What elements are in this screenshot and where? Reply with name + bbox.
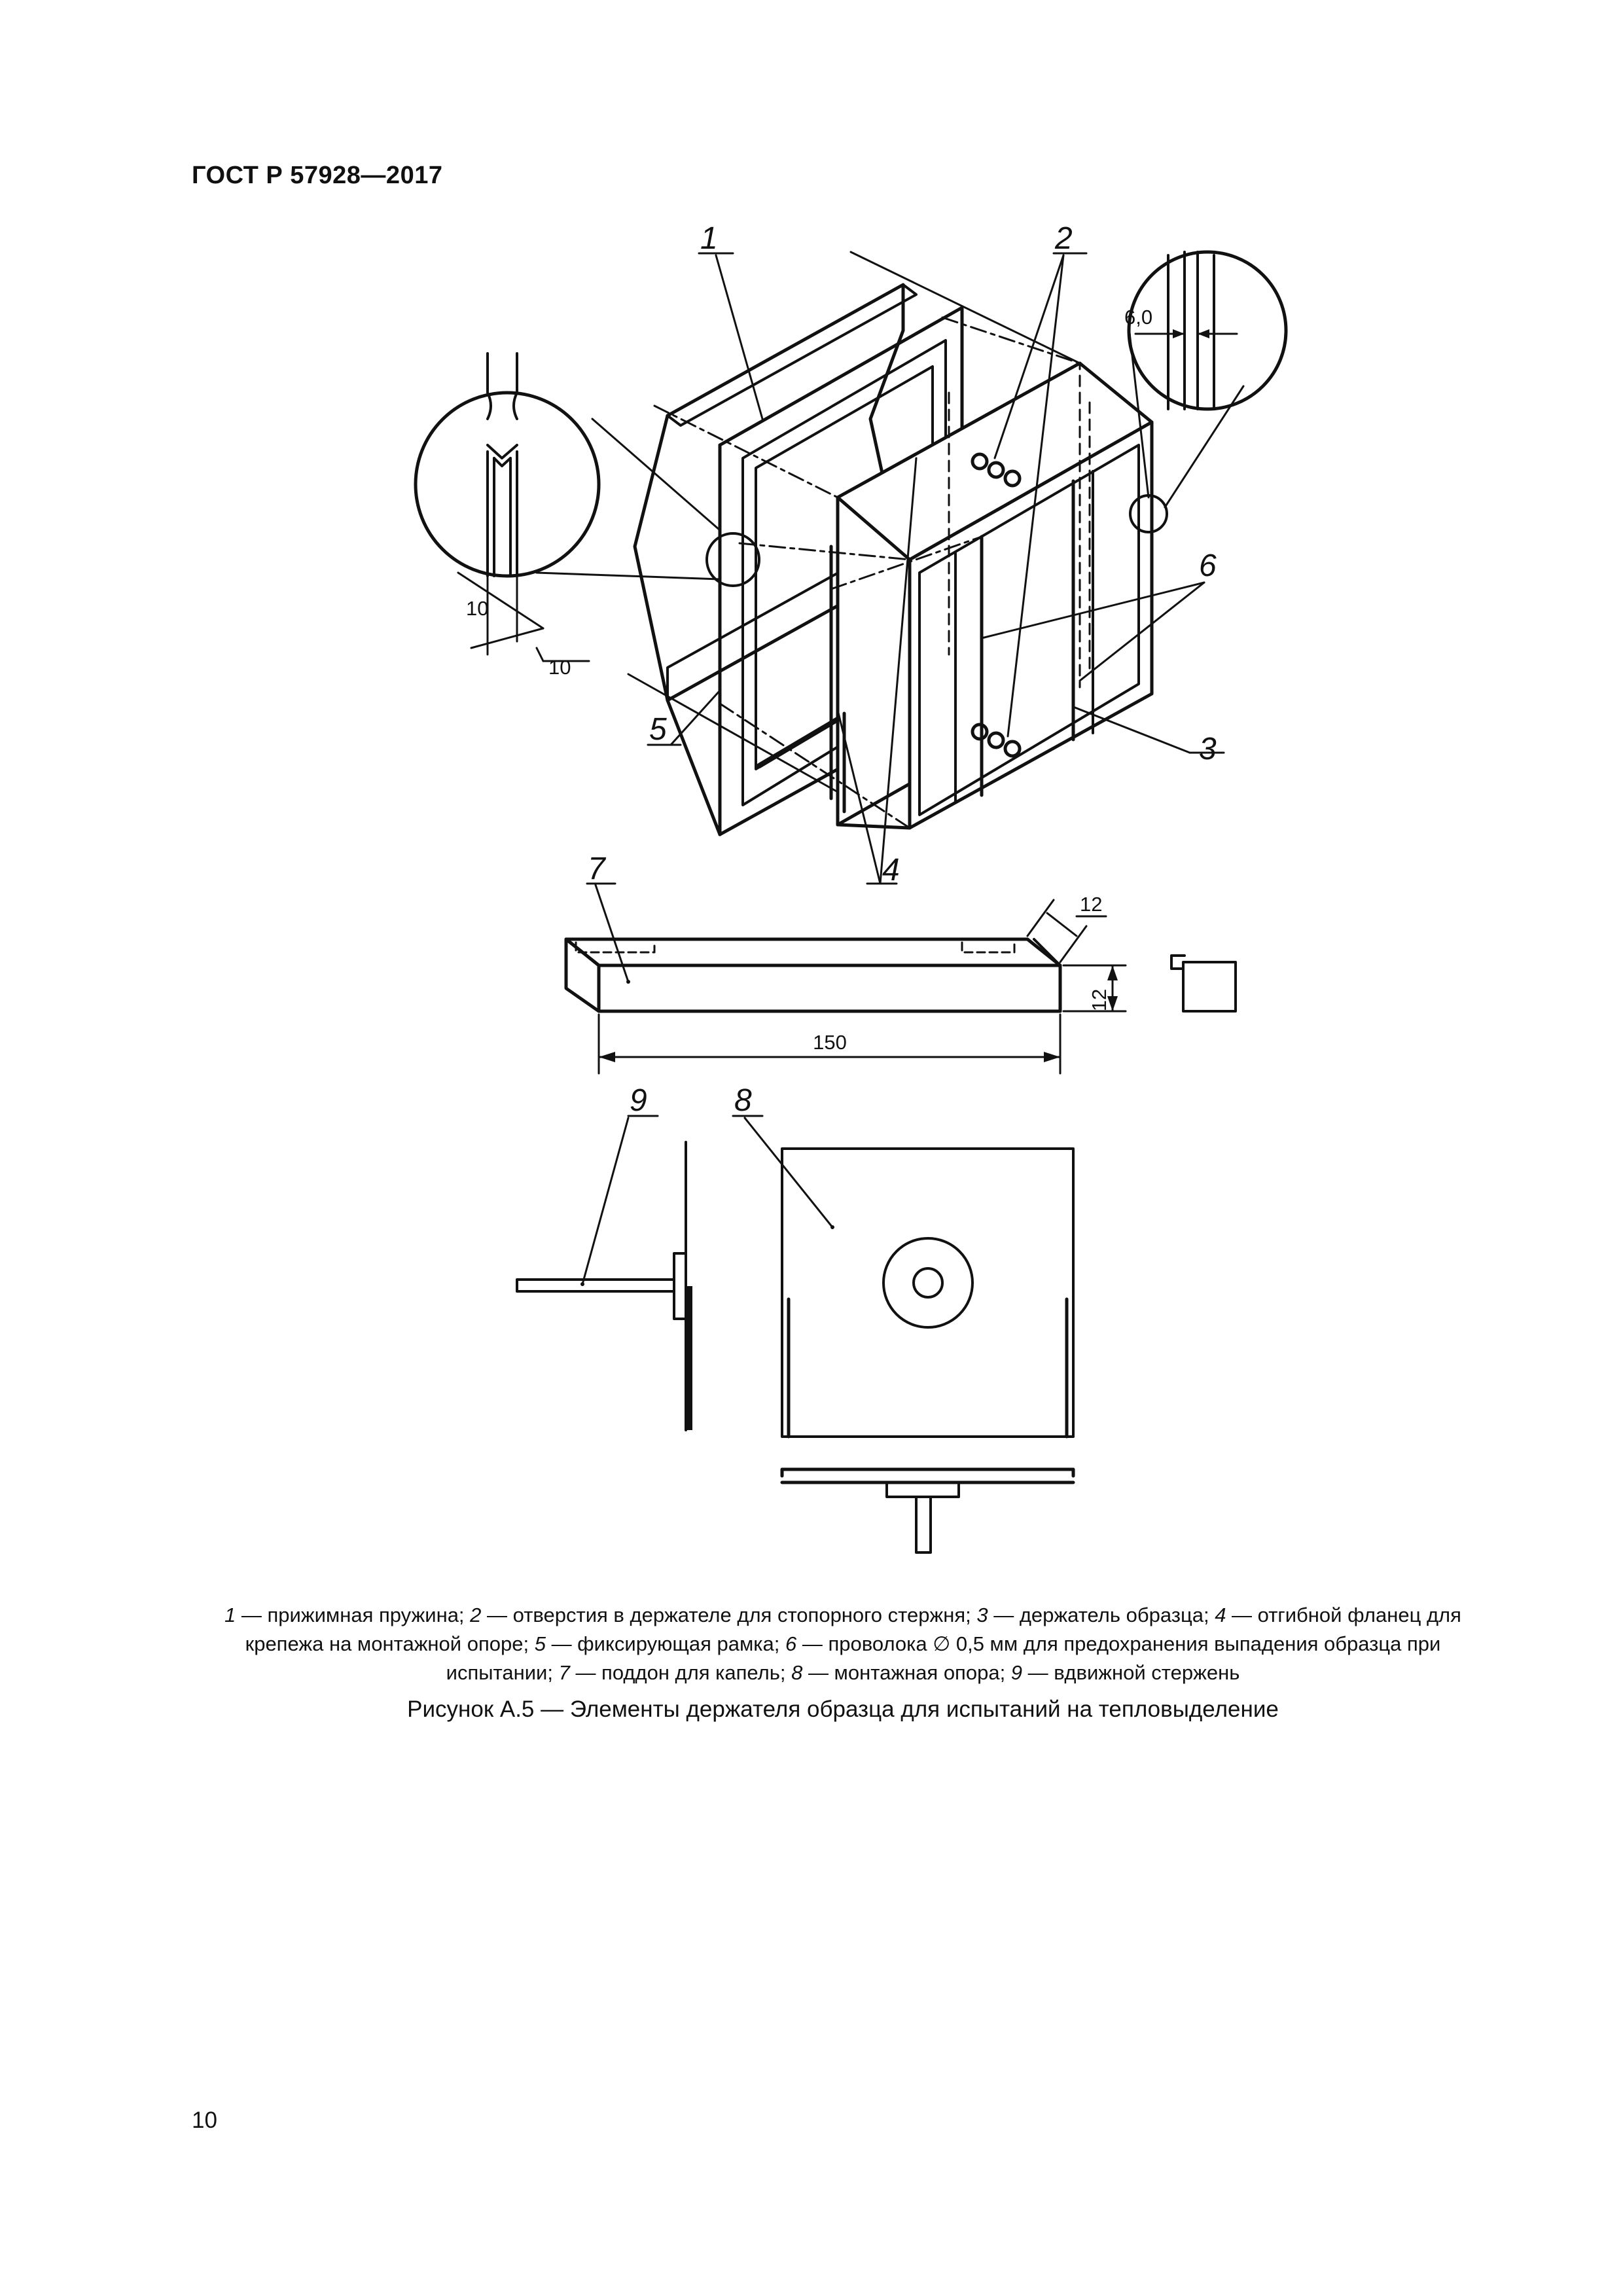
legend-text-1: — прижимная пружина;: [236, 1604, 471, 1626]
callout-8: 8: [734, 1083, 752, 1118]
legend-text-4: — отгибной фланец для крепежа на монтажной опоре;: [245, 1604, 1461, 1655]
legend-text-3: — держатель образца;: [988, 1604, 1215, 1626]
legend-num-5: 5: [534, 1632, 546, 1655]
page-number: 10: [192, 2108, 217, 2133]
sample-holder: [831, 363, 1152, 828]
legend-text-2: — отверстия в держателе для стопорного стержня;: [481, 1604, 977, 1626]
callout-2: 2: [1055, 221, 1073, 256]
callout-5: 5: [649, 712, 667, 747]
legend-text-5: — фиксирующая рамка;: [545, 1632, 786, 1655]
legend-num-9: 9: [1010, 1661, 1023, 1684]
dimension-corner-b: 10: [548, 656, 571, 679]
legend-num-1: 1: [224, 1604, 236, 1626]
mounting-support: [733, 1116, 1073, 1552]
dimension-gap: 6,0: [1124, 306, 1153, 329]
callout-4: 4: [882, 853, 900, 888]
document-header: ГОСТ Р 57928—2017: [192, 162, 443, 189]
legend-num-6: 6: [785, 1632, 797, 1655]
callout-9: 9: [630, 1083, 647, 1118]
legend-num-4: 4: [1215, 1604, 1226, 1626]
legend-text-6: — проволока ∅ 0,5 мм для предохранения выпадения образца при испытании;: [446, 1632, 1441, 1684]
dimension-corner-a: 10: [466, 597, 489, 620]
callout-7: 7: [588, 852, 605, 886]
callout-3: 3: [1199, 732, 1217, 766]
callout-6: 6: [1199, 548, 1217, 583]
figure-legend: [192, 1601, 1494, 1687]
callout-1: 1: [700, 221, 718, 256]
legend-text-7: — поддон для капель;: [569, 1661, 792, 1684]
insertion-rod: [517, 1116, 692, 1430]
figure-caption: Рисунок А.5 — Элементы держателя образца для испытаний на тепловыделение: [407, 1696, 1279, 1722]
legend-num-8: 8: [791, 1661, 803, 1684]
dimension-tray-width: 12: [1080, 893, 1103, 916]
legend-num-2: 2: [470, 1604, 482, 1626]
dimension-tray-length: 150: [813, 1031, 847, 1054]
dimension-tray-height: 12: [1088, 988, 1111, 1012]
legend-text-9: — вдвижной стержень: [1022, 1661, 1240, 1684]
legend-num-7: 7: [558, 1661, 570, 1684]
legend-num-3: 3: [976, 1604, 988, 1626]
drip-tray: [566, 884, 1236, 1073]
legend-text-8: — монтажная опора;: [802, 1661, 1011, 1684]
